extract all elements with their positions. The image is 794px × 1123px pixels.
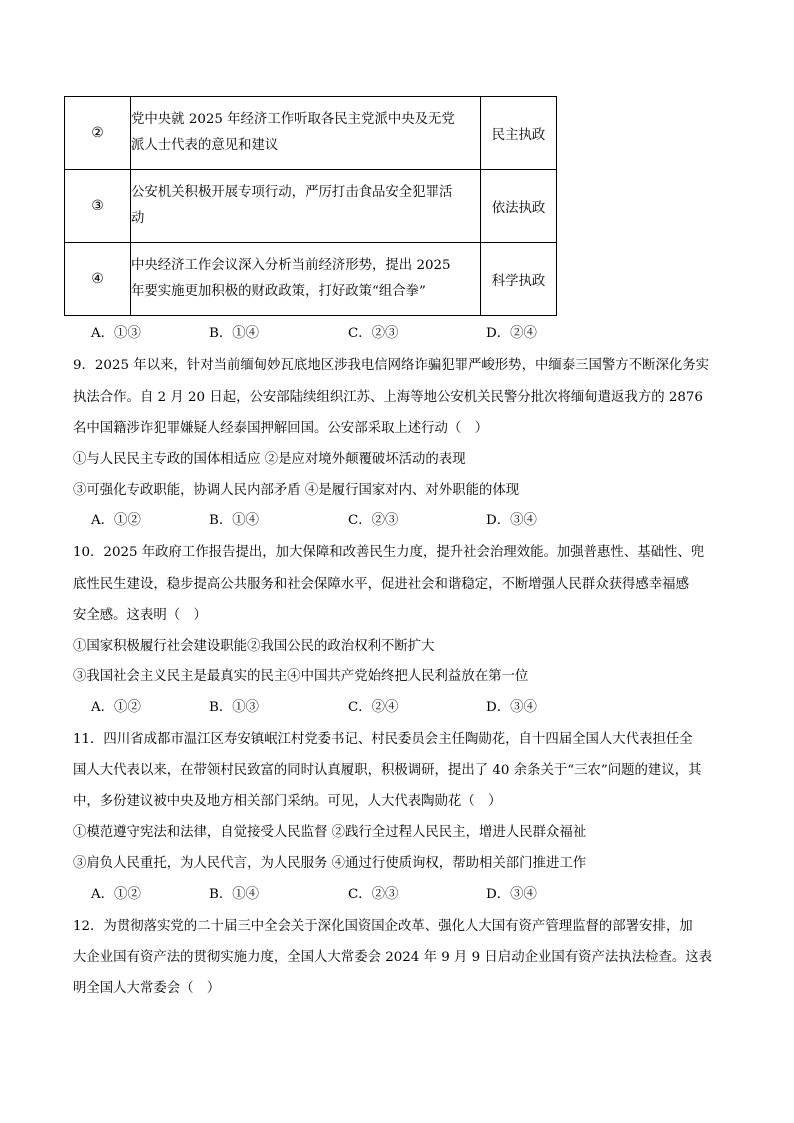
- q9-statements: ③可强化专政职能，协调人民内部矛盾 ④是履行国家对内、对外职能的体现: [73, 483, 520, 498]
- answer-d[interactable]: D．③④: [486, 700, 537, 715]
- q9-stem-line: 名中国籍涉诈犯罪嫌疑人经泰国押解回国。公安部采取上述行动（ ）: [73, 421, 489, 436]
- row-text: 公安机关积极开展专项行动，严厉打击食品安全犯罪活 动: [131, 170, 481, 243]
- answer-b[interactable]: B．①④: [209, 326, 260, 341]
- row-number: ③: [65, 170, 131, 243]
- q10-stem-line: 底性民生建设，稳步提高公共服务和社会保障水平，促进社会和谐稳定，不断增强人民群众获得感幸福感: [73, 577, 689, 592]
- table-row: [65, 97, 557, 170]
- row-tag: 民主执政: [481, 97, 557, 170]
- q11-answers: [0, 885, 794, 905]
- q10-stem-line: 安全感。这表明（ ）: [73, 608, 207, 623]
- answer-c[interactable]: C．②③: [348, 513, 399, 528]
- q11-stem-line: 国人大代表以来，在带领村民致富的同时认真履职，积极调研，提出了 40 余条关于“三农”问题的建议，其: [73, 763, 702, 778]
- q12-stem-line: 明全国人大常委会（ ）: [73, 981, 221, 996]
- answer-a[interactable]: A．①②: [91, 700, 141, 715]
- answer-a[interactable]: A．①③: [91, 326, 141, 341]
- answer-c[interactable]: C．②③: [348, 326, 399, 341]
- q10-answers: [0, 698, 794, 718]
- q9-statements: ①与人民民主专政的国体相适应 ②是应对境外颠覆破坏活动的表现: [73, 452, 466, 467]
- q11-stem-line: 11．四川省成都市温江区寿安镇岷江村党委书记、村民委员会主任陶勋花，自十四届全国人大代表担任全: [73, 732, 693, 747]
- q9-answers: [0, 511, 794, 531]
- row-number: ④: [65, 243, 131, 316]
- answer-c[interactable]: C．②④: [348, 700, 399, 715]
- table-row: [65, 170, 557, 243]
- q11-statements: ③肩负人民重托，为人民代言，为人民服务 ④通过行使质询权，帮助相关部门推进工作: [73, 856, 587, 871]
- answer-d[interactable]: D．③④: [486, 513, 537, 528]
- q8-answers: [0, 324, 794, 344]
- answer-b[interactable]: B．①③: [209, 700, 260, 715]
- row-text: 中央经济工作会议深入分析当前经济形势，提出 2025 年要实施更加积极的财政政策，打好政策“组合拳”: [131, 243, 481, 316]
- table-row: [65, 243, 557, 316]
- answer-c[interactable]: C．②③: [348, 887, 399, 902]
- row-tag: 依法执政: [481, 170, 557, 243]
- answer-b[interactable]: B．①④: [209, 513, 260, 528]
- q11-stem-line: 中，多份建议被中央及地方相关部门采纳。可见，人大代表陶勋花（ ）: [73, 794, 502, 809]
- answer-d[interactable]: D．③④: [486, 887, 537, 902]
- row-text: 党中央就 2025 年经济工作听取各民主党派中央及无党 派人士代表的意见和建议: [131, 97, 481, 170]
- q10-statements: ③我国社会主义民主是最真实的民主④中国共产党始终把人民利益放在第一位: [73, 669, 529, 684]
- q12-stem-line: 12．为贯彻落实党的二十届三中全会关于深化国资国企改革、强化人大国有资产管理监督的部署安排，加: [73, 919, 693, 934]
- q10-statements: ①国家积极履行社会建设职能②我国公民的政治权利不断扩大: [73, 639, 435, 654]
- q9-stem-line: 执法合作。自 2 月 20 日起，公安部陆续组织江苏、上海等地公安机关民警分批次将缅甸遣返我方的 2876: [73, 390, 703, 405]
- answer-b[interactable]: B．①④: [209, 887, 260, 902]
- q11-statements: ①模范遵守宪法和法律，自觉接受人民监督 ②践行全过程人民民主，增进人民群众福祉: [73, 825, 587, 840]
- row-tag: 科学执政: [481, 243, 557, 316]
- answer-a[interactable]: A．①②: [91, 887, 141, 902]
- answer-d[interactable]: D．②④: [486, 326, 537, 341]
- q12-stem-line: 大企业国有资产法的贯彻实施力度，全国人大常委会 2024 年 9 月 9 日启动企业国有资产法执法检查。这表: [73, 950, 713, 965]
- options-table: [64, 96, 557, 316]
- row-number: ②: [65, 97, 131, 170]
- answer-a[interactable]: A．①②: [91, 513, 141, 528]
- q10-stem-line: 10．2025 年政府工作报告提出，加大保障和改善民生力度，提升社会治理效能。加强普惠性、基础性、兜: [73, 545, 705, 560]
- q9-stem-line: 9．2025 年以来，针对当前缅甸妙瓦底地区涉我电信网络诈骗犯罪严峻形势，中缅泰三国警方不断深化务实: [73, 358, 710, 373]
